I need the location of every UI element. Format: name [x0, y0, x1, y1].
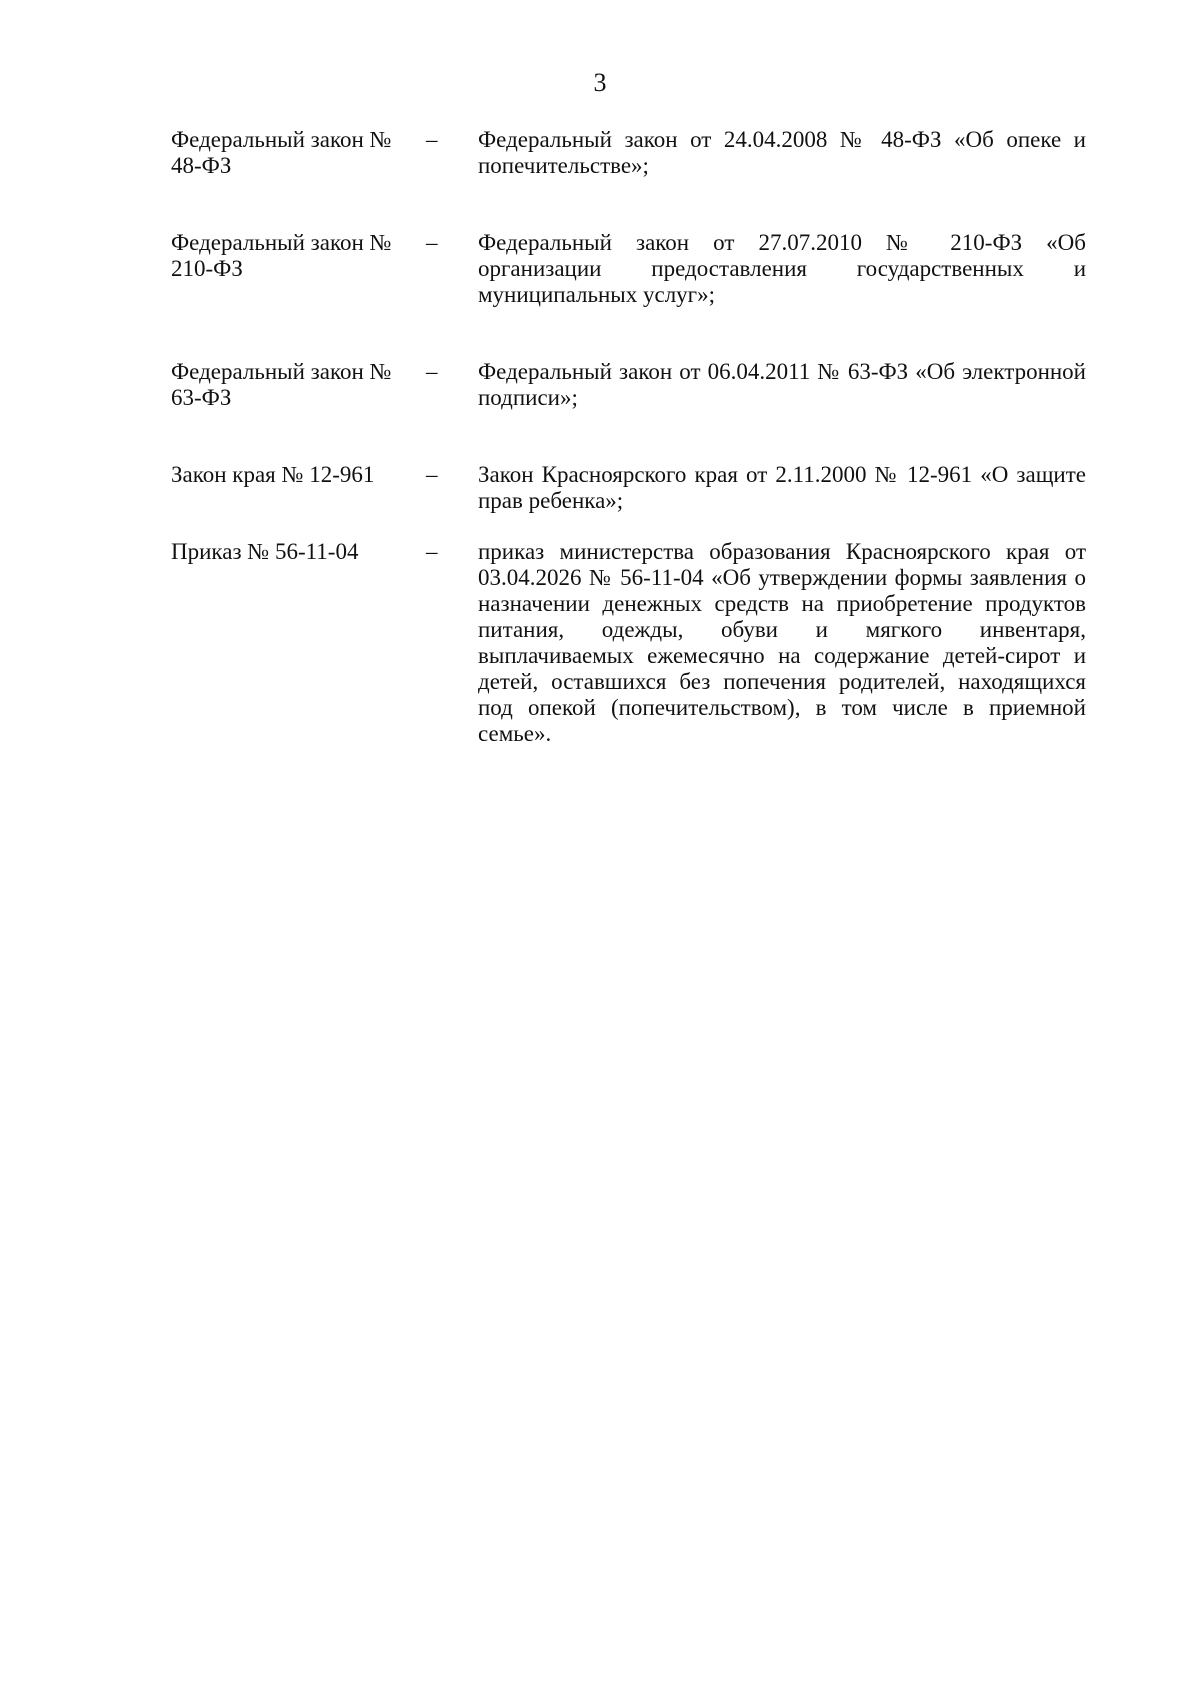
definition-row — [171, 359, 1086, 411]
definition-row — [171, 230, 1086, 308]
definition-row — [171, 539, 1086, 747]
definition-row — [171, 127, 1086, 179]
definition-text: Федеральный закон от 27.07.2010 № 210-ФЗ «Об организации предоставления государственных и муниципальных услуг»; — [478, 230, 1086, 307]
definition-term: Федеральный закон № 63-ФЗ — [171, 359, 392, 410]
definition-dash: – — [426, 230, 438, 255]
definition-dash: – — [426, 127, 438, 152]
definition-text: приказ министерства образования Красноярского края от 03.04.2026 № 56-11-04 «Об утверждении формы заявления о назначении денежных средств на приобретение продуктов питания, одежды, обуви и мягкого инвентаря, выплачиваемых ежемесячно на содержание детей-сирот и детей, оставшихся без попечения родителей, находящихся под опекой (попечительством), в том числе в приемной семье». — [478, 539, 1086, 746]
definition-row — [171, 462, 1086, 514]
definition-term: Федеральный закон № 210-ФЗ — [171, 230, 392, 281]
definition-text: Закон Красноярского края от 2.11.2000 № 12-961 «О защите прав ребенка»; — [478, 462, 1086, 513]
definition-term: Закон края № 12-961 — [171, 462, 375, 487]
definition-dash: – — [426, 359, 438, 384]
definition-text: Федеральный закон от 24.04.2008 № 48-ФЗ «Об опеке и попечительстве»; — [478, 127, 1086, 178]
definition-text: Федеральный закон от 06.04.2011 № 63-ФЗ «Об электронной подписи»; — [478, 359, 1086, 410]
definition-dash: – — [426, 462, 438, 487]
page-number: 3 — [593, 68, 607, 97]
definition-term: Приказ № 56-11-04 — [171, 539, 359, 564]
definition-term: Федеральный закон № 48-ФЗ — [171, 127, 392, 178]
definitions-list — [171, 127, 1086, 747]
definition-dash: – — [426, 539, 438, 564]
